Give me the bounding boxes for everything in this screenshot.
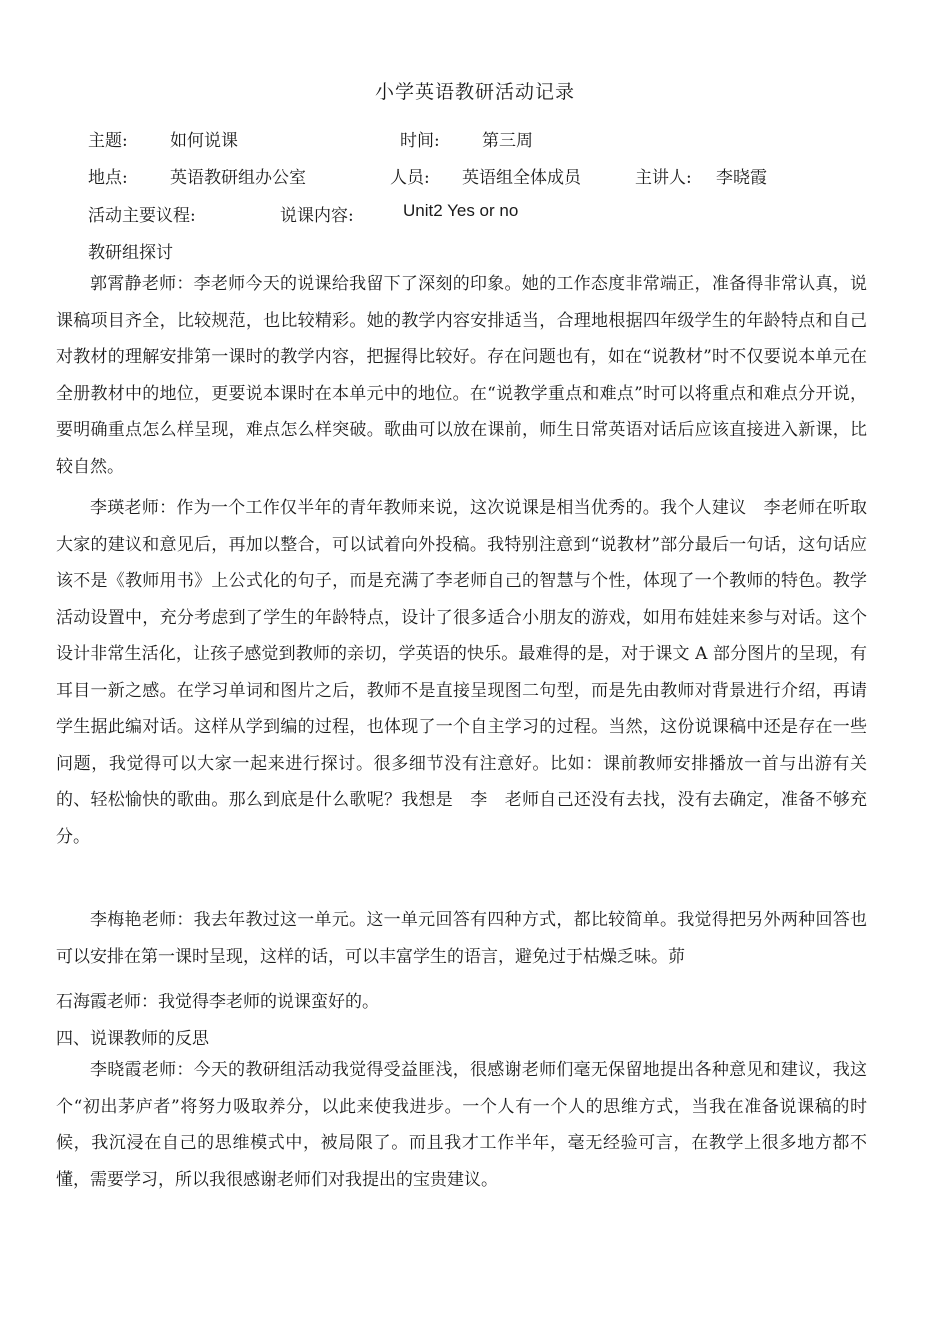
- paragraph-reflection: 李晓霞老师：今天的教研组活动我觉得受益匪浅，很感谢老师们毫无保留地提出各种意见和建议，我这个“初出茅庐者”将努力吸取养分，以此来使我进步。一个人有一个人的思维方式，当我在准备说课稿的时候，我沉浸在自己的思维模式中，被局限了。而且我才工作半年，毫无经验可言，在教学上很多地方都不懂，需要学习，所以我很感谢老师们对我提出的宝贵建议。: [56, 1060, 867, 1190]
- document-title: 小学英语教研活动记录: [374, 81, 575, 103]
- time-label: 时间:: [400, 131, 440, 151]
- section-reflection-heading: 四、说课教师的反思: [56, 1029, 209, 1049]
- people-label: 人员:: [390, 168, 430, 188]
- paragraph-guo: 郭霄静老师：李老师今天的说课给我留下了深刻的印象。她的工作态度非常端正，准备得非常认真，说课稿项目齐全，比较规范，也比较精彩。她的教学内容安排适当，合理地根据四年级学生的年龄特点和自己对教材的理解安排第一课时的教学内容，把握得比较好。存在问题也有，如在“说教材”时不仅要说本单元在全册教材中的地位，更要说本课时在本单元中的地位。在“说教学重点和难点”时可以将重点和难点分开说，要明确重点怎么样呈现，难点怎么样突破。歌曲可以放在课前，师生日常英语对话后应该直接进入新课，比较自然。: [56, 274, 867, 477]
- content-value: Unit2 Yes or no: [403, 201, 519, 220]
- section-discussion-heading: 教研组探讨: [88, 243, 173, 263]
- paragraph-li-meiyan: 李梅艳老师：我去年教过这一单元。这一单元回答有四种方式，都比较简单。我觉得把另外两种回答也可以安排在第一课时呈现，这样的话，可以丰富学生的语言，避免过于枯燥乏味。茆: [56, 910, 867, 967]
- topic-value: 如何说课: [170, 131, 238, 151]
- paragraph-li-ying: 李瑛老师：作为一个工作仅半年的青年教师来说，这次说课是相当优秀的。我个人建议 李老师在听取大家的建议和意见后，再加以整合，可以试着向外投稿。我特别注意到“说教材”部分最后一句话，这句话应该不是《教师用书》上公式化的句子，而是充满了李老师自己的智慧与个性，体现了一个教师的特色。教学活动设置中，充分考虑到了学生的年龄特点，设计了很多适合小朋友的游戏，如用布娃娃来参与对话。这个设计非常生活化，让孩子感觉到教师的亲切，学英语的快乐。最难得的是，对于课文 A 部分图片的呈现，有耳目一新之感。在学习单词和图片之后，教师不是直接呈现图二句型，而是先由教师对背景进行介绍，再请学生据此编对话。这样从学到编的过程，也体现了一个自主学习的过程。当然，这份说课稿中还是存在一些问题，我觉得可以大家一起来进行探讨。很多细节没有注意好。比如：课前教师安排播放一首与出游有关的、轻松愉快的歌曲。那么到底是什么歌呢？我想是 李 老师自己还没有去找，没有去确定，准备不够充分。: [56, 498, 867, 847]
- paragraph-shi: 石海霞老师：我觉得李老师的说课蛮好的。: [56, 992, 379, 1012]
- speaker-label: 主讲人:: [635, 168, 692, 188]
- place-value: 英语教研组办公室: [170, 168, 306, 188]
- people-value: 英语组全体成员: [462, 168, 581, 188]
- place-label: 地点:: [88, 168, 128, 188]
- topic-label: 主题:: [88, 131, 128, 151]
- speaker-value: 李晓霞: [716, 168, 767, 188]
- agenda-label: 活动主要议程:: [88, 206, 196, 226]
- content-label: 说课内容:: [280, 206, 354, 226]
- time-value: 第三周: [482, 131, 533, 151]
